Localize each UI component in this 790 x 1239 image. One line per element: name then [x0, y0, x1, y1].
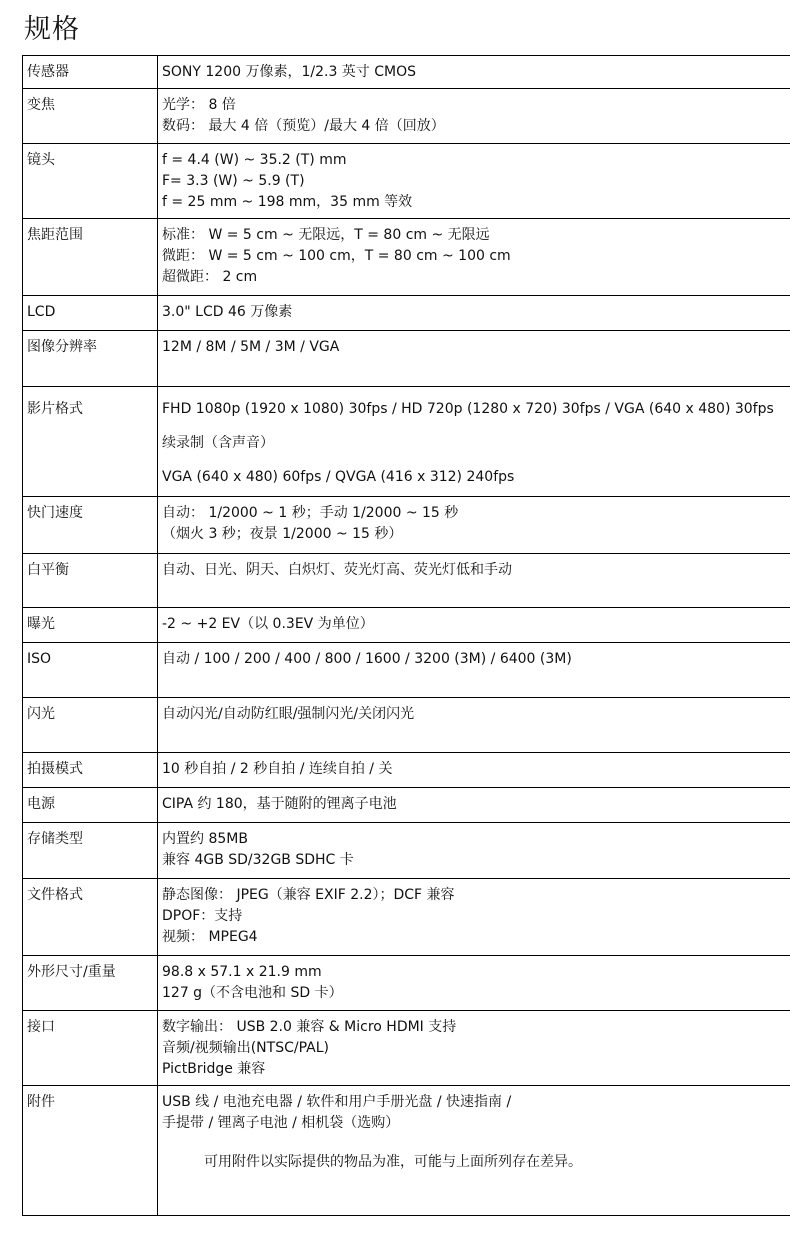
- spec-value-line: f = 4.4 (W) ~ 35.2 (T) mm: [162, 152, 347, 168]
- spec-value-line: 数字输出： USB 2.0 兼容 & Micro HDMI 支持: [162, 1019, 457, 1035]
- spec-value-line: 标准： W = 5 cm ~ 无限远，T = 80 cm ~ 无限远: [162, 227, 490, 243]
- spec-row-shooting-mode: [23, 753, 790, 788]
- accessories-note: 可用附件以实际提供的物品为准，可能与上面所列存在差异。: [204, 1154, 582, 1170]
- spec-value: [158, 144, 790, 218]
- spec-value: [158, 788, 790, 822]
- spec-value-line: 手提带 / 锂离子电池 / 相机袋（选购）: [162, 1115, 400, 1131]
- spec-value: [158, 698, 790, 752]
- spec-label: 白平衡: [23, 554, 158, 607]
- spec-value: [158, 56, 790, 88]
- spec-row-accessories: [23, 1086, 790, 1216]
- spec-value-line: 音频/视频输出(NTSC/PAL): [162, 1040, 329, 1056]
- spec-value-line: 视频： MPEG4: [162, 929, 258, 945]
- spec-row-zoom: [23, 89, 790, 144]
- spec-row-dimensions: [23, 956, 790, 1011]
- spec-row-shutter-speed: [23, 497, 790, 554]
- spec-value-line: f = 25 mm ~ 198 mm，35 mm 等效: [162, 194, 413, 210]
- spec-row-lcd: [23, 296, 790, 331]
- spec-label: 变焦: [23, 89, 158, 143]
- spec-value-line: CIPA 约 180，基于随附的锂离子电池: [162, 796, 397, 812]
- spec-value: [158, 1086, 790, 1215]
- spec-label: 快门速度: [23, 497, 158, 553]
- spec-row-flash: [23, 698, 790, 753]
- spec-row-exposure: [23, 608, 790, 643]
- spec-row-storage: [23, 823, 790, 879]
- spec-row-movie-format: [23, 387, 790, 497]
- spec-table: [22, 55, 790, 1216]
- spec-value-line: 自动 / 100 / 200 / 400 / 800 / 1600 / 3200 (3M) / 6400 (3M): [162, 651, 572, 667]
- spec-value-line: F= 3.3 (W) ~ 5.9 (T): [162, 173, 305, 189]
- spec-label: 图像分辨率: [23, 331, 158, 386]
- spec-value-line: 98.8 x 57.1 x 21.9 mm: [162, 964, 322, 980]
- spec-label: 存储类型: [23, 823, 158, 878]
- spec-value-line: -2 ~ +2 EV（以 0.3EV 为单位）: [162, 616, 374, 632]
- spec-row-resolution: [23, 331, 790, 387]
- spec-row-file-format: [23, 879, 790, 956]
- spec-value: [158, 1011, 790, 1085]
- spec-value-line: 续录制（含声音）: [162, 435, 274, 451]
- spec-value-line: 3.0" LCD 46 万像素: [162, 304, 293, 320]
- spec-value-line: SONY 1200 万像素，1/2.3 英寸 CMOS: [162, 64, 417, 80]
- spec-value-line: （烟火 3 秒；夜景 1/2000 ~ 15 秒）: [162, 526, 403, 542]
- spec-value: [158, 89, 790, 143]
- spec-value: [158, 608, 790, 642]
- spec-value: [158, 753, 790, 787]
- spec-value: [158, 387, 790, 496]
- spec-value-line: USB 线 / 电池充电器 / 软件和用户手册光盘 / 快速指南 /: [162, 1094, 512, 1110]
- spec-label: 影片格式: [23, 387, 158, 496]
- spec-label: 外形尺寸/重量: [23, 956, 158, 1010]
- spec-label: LCD: [23, 296, 158, 330]
- spec-value: [158, 643, 790, 697]
- spec-label: 焦距范围: [23, 219, 158, 295]
- spec-row-white-balance: [23, 554, 790, 608]
- spec-value-line: 自动闪光/自动防红眼/强制闪光/关闭闪光: [162, 706, 415, 722]
- spec-value-line: VGA (640 x 480) 60fps / QVGA (416 x 312) 240fps: [162, 469, 515, 485]
- spec-row-sensor: [23, 56, 790, 89]
- spec-value: [158, 219, 790, 295]
- spec-value-line: 微距： W = 5 cm ~ 100 cm，T = 80 cm ~ 100 cm: [162, 248, 511, 264]
- spec-value: [158, 823, 790, 878]
- page-title: 规格: [24, 14, 80, 45]
- spec-row-focus-range: [23, 219, 790, 296]
- spec-value-line: 自动、日光、阴天、白炽灯、荧光灯高、荧光灯低和手动: [162, 562, 512, 578]
- spec-value-line: 自动： 1/2000 ~ 1 秒；手动 1/2000 ~ 15 秒: [162, 505, 459, 521]
- spec-label: 闪光: [23, 698, 158, 752]
- spec-value-line: DPOF：支持: [162, 908, 243, 924]
- spec-label: ISO: [23, 643, 158, 697]
- spec-row-iso: [23, 643, 790, 698]
- spec-row-interface: [23, 1011, 790, 1086]
- spec-label: 电源: [23, 788, 158, 822]
- spec-value: [158, 879, 790, 955]
- spec-row-power: [23, 788, 790, 823]
- spec-value: [158, 956, 790, 1010]
- spec-value-line: FHD 1080p (1920 x 1080) 30fps / HD 720p (1280 x 720) 30fps / VGA (640 x 480) 30fps: [162, 401, 774, 417]
- spec-label: 传感器: [23, 56, 158, 88]
- spec-value-line: 12M / 8M / 5M / 3M / VGA: [162, 339, 340, 355]
- spec-row-lens: [23, 144, 790, 219]
- spec-value-line: 光学： 8 倍: [162, 97, 236, 113]
- spec-value: [158, 331, 790, 386]
- spec-value: [158, 497, 790, 553]
- spec-value: [158, 554, 790, 607]
- spec-label: 镜头: [23, 144, 158, 218]
- spec-value-line: 超微距： 2 cm: [162, 269, 258, 285]
- spec-value-line: 内置约 85MB: [162, 831, 248, 847]
- spec-value: [158, 296, 790, 330]
- spec-label: 接口: [23, 1011, 158, 1085]
- spec-value-line: 静态图像： JPEG（兼容 EXIF 2.2）；DCF 兼容: [162, 887, 455, 903]
- spec-value-line: 127 g（不含电池和 SD 卡）: [162, 985, 343, 1001]
- spec-label: 文件格式: [23, 879, 158, 955]
- spec-label: 拍摄模式: [23, 753, 158, 787]
- spec-value-line: 10 秒自拍 / 2 秒自拍 / 连续自拍 / 关: [162, 761, 393, 777]
- spec-label: 附件: [23, 1086, 158, 1215]
- spec-value-line: 兼容 4GB SD/32GB SDHC 卡: [162, 852, 354, 868]
- spec-value-line: 数码： 最大 4 倍（预览）/最大 4 倍（回放）: [162, 118, 445, 134]
- spec-value-line: PictBridge 兼容: [162, 1061, 266, 1077]
- spec-label: 曝光: [23, 608, 158, 642]
